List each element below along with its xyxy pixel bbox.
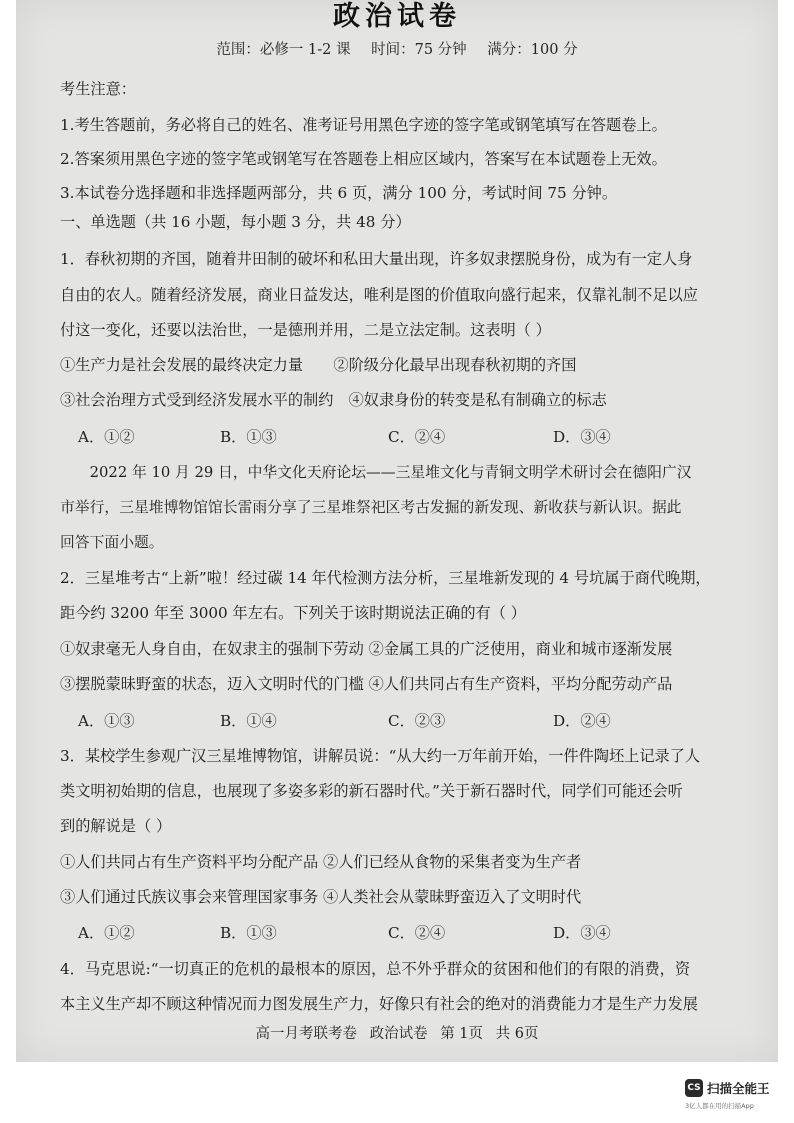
page-title: 政治试卷 [333,1,461,32]
q2-stem-line: 距今约 3200 年至 3000 年左右。下列关于该时期说法正确的有（ ） [60,604,526,622]
q4-stem-line: 本主义生产却不顾这种情况而力图发展生产力，好像只有社会的绝对的消费能力才是生产力发展 [60,995,698,1013]
passage-line: 回答下面小题。 [60,534,164,551]
cs-logo-icon: CS [685,1079,703,1097]
footer-total: 共 6页 [495,1026,539,1042]
exam-scope: 范围：必修一 1-2 课 [216,42,351,58]
q4-stem-line: 4．马克思说:“一切真正的危机的最根本的原因，总不外乎群众的贫困和他们的有限的消费，资 [60,960,691,978]
q1-statement: ①生产力是社会发展的最终决定力量 ②阶级分化最早出现春秋初期的齐国 [60,356,577,374]
q1-statement: ③社会治理方式受到经济发展水平的制约 ④奴隶身份的转变是私有制确立的标志 [60,391,607,409]
q2-statement: ①奴隶毫无人身自由，在奴隶主的强制下劳动 ②金属工具的广泛使用，商业和城市逐渐发展 [60,640,673,658]
q2-option-c: C．②③ [388,712,446,730]
q2-option-b: B．①④ [220,712,277,730]
q3-option-a: A．①② [78,924,135,942]
q2-stem-line: 2．三星堆考古“上新”啦！经过碳 14 年代检测方法分析，三星堆新发现的 4 号坑属于商代晚期， [60,569,711,587]
q2-option-a: A．①③ [78,712,135,730]
scanner-watermark [685,1077,780,1113]
q3-statement: ①人们共同占有生产资料平均分配产品 ②人们已经从食物的采集者变为生产者 [60,853,582,871]
page-footer [16,1022,778,1043]
q1-option-a: A．①② [78,428,135,446]
notice-item: 1.考生答题前，务必将自己的姓名、准考证号用黑色字迹的签字笔或钢笔填写在答题卷上。 [60,116,667,134]
q1-stem-line: 自由的农人。随着经济发展，商业日益发达，唯利是图的价值取向盛行起来，仅靠礼制不足以应 [60,286,698,304]
exam-page [16,0,778,1062]
q3-stem-line: 类文明初始期的信息，也展现了多姿多彩的新石器时代。”关于新石器时代，同学们可能还会听 [60,782,683,800]
scanner-app-name: 扫描全能王 [707,1081,770,1096]
q3-stem-line: 到的解说是（ ） [60,817,172,835]
q3-option-b: B．①③ [220,924,277,942]
q1-option-d: D．③④ [553,428,611,446]
q1-stem-line: 1．春秋初期的齐国，随着井田制的破坏和私田大量出现，许多奴隶摆脱身份，成为有一定人身 [60,250,693,268]
exam-score: 满分：100 分 [487,42,578,58]
section-heading: 一、单选题（共 16 小题，每小题 3 分，共 48 分） [60,213,411,231]
q3-stem-line: 3．某校学生参观广汉三星堆博物馆，讲解员说：“从大约一万年前开始，一件件陶坯上记录了人 [60,747,701,765]
q1-stem-line: 付这一变化，还要以法治世，一是德刑并用，二是立法定制。这表明（ ） [60,321,551,339]
footer-page: 第 1页 [440,1026,484,1042]
q2-option-d: D．②④ [553,712,611,730]
notice-item: 3.本试卷分选择题和非选择题两部分，共 6 页，满分 100 分，考试时间 75 分钟。 [60,184,618,202]
notice-item: 2.答案须用黑色字迹的签字笔或钢笔写在答题卷上相应区域内，答案写在本试题卷上无效。 [60,150,667,168]
notice-heading: 考生注意： [60,80,136,98]
q3-option-c: C．②④ [388,924,446,942]
passage-line: 2022 年 10 月 29 日，中华文化天府论坛——三星堆文化与青铜文明学术研讨会在德阳广汉 [60,464,692,481]
q2-statement: ③摆脱蒙昧野蛮的状态，迈入文明时代的门槛 ④人们共同占有生产资料，平均分配劳动产品 [60,675,673,693]
exam-info [16,38,778,59]
q1-option-b: B．①③ [220,428,277,446]
footer-subject: 政治试卷 [369,1026,428,1042]
scanner-tagline: 3亿人都在用的扫描App [685,1102,754,1110]
q3-option-d: D．③④ [553,924,611,942]
q3-statement: ③人们通过氏族议事会来管理国家事务 ④人类社会从蒙昧野蛮迈入了文明时代 [60,888,582,906]
footer-exam: 高一月考联考卷 [255,1026,357,1042]
exam-time: 时间：75 分钟 [371,42,467,58]
q1-option-c: C．②④ [388,428,446,446]
passage-line: 市举行，三星堆博物馆馆长雷雨分享了三星堆祭祀区考古发掘的新发现、新收获与新认识。据此 [60,499,682,516]
